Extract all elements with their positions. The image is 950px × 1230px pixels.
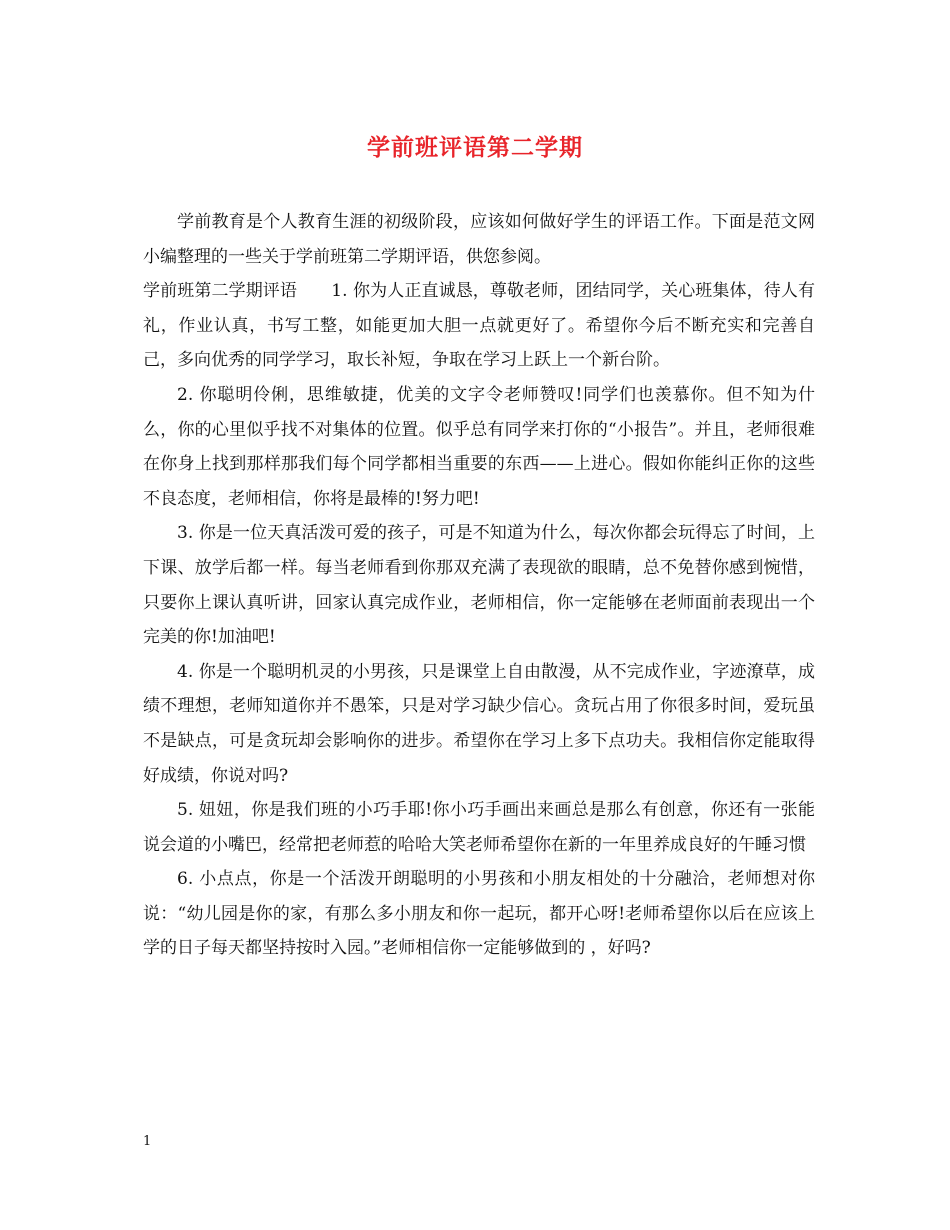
comment-item-4: 4. 你是一个聪明机灵的小男孩，只是课堂上自由散漫，从不完成作业，字迹潦草，成绩不理想，老师知道你并不愚笨，只是对学习缺少信心。贪玩占用了你很多时间，爱玩虽不是缺点，可是贪玩却会影响你的进步。希望你在学习上多下点功夫。我相信你定能取得好成绩，你说对吗? xyxy=(143,661,815,786)
document-body xyxy=(143,205,815,966)
page-number: 1 xyxy=(143,1134,152,1149)
intro-paragraph: 学前教育是个人教育生涯的初级阶段，应该如何做好学生的评语工作。下面是范文网小编整理的一些关于学前班第二学期评语，供您参阅。 xyxy=(143,212,815,267)
comment-item-5: 5. 妞妞，你是我们班的小巧手耶!你小巧手画出来画总是那么有创意，你还有一张能说会道的小嘴巴，经常把老师惹的哈哈大笑老师希望你在新的一年里养成良好的午睡习惯 xyxy=(143,800,815,855)
comment-item-1: 学前班第二学期评语 1. 你为人正直诚恳，尊敬老师，团结同学，关心班集体，待人有礼，作业认真，书写工整，如能更加大胆一点就更好了。希望你今后不断充实和完善自己，多向优秀的同学学习，取长补短，争取在学习上跃上一个新台阶。 xyxy=(143,281,815,371)
comment-item-2: 2. 你聪明伶俐，思维敏捷，优美的文字令老师赞叹!同学们也羡慕你。但不知为什么，你的心里似乎找不对集体的位置。似乎总有同学来打你的“小报告”。并且，老师很难在你身上找到那样那我们每个同学都相当重要的东西——上进心。假如你能纠正你的这些不良态度，老师相信，你将是最棒的!努力吧! xyxy=(143,384,815,509)
document-title: 学前班评语第二学期 xyxy=(367,134,583,161)
comment-item-3: 3. 你是一位天真活泼可爱的孩子，可是不知道为什么，每次你都会玩得忘了时间，上下课、放学后都一样。每当老师看到你那双充满了表现欲的眼睛，总不免替你感到惋惜，只要你上课认真听讲，回家认真完成作业，老师相信，你一定能够在老师面前表现出一个完美的你!加油吧! xyxy=(143,523,815,648)
comment-item-6: 6. 小点点，你是一个活泼开朗聪明的小男孩和小朋友相处的十分融洽，老师想对你说：“幼儿园是你的家，有那么多小朋友和你一起玩，都开心呀!老师希望你以后在应该上学的日子每天都坚持按时入园。”老师相信你一定能够做到的 ，好吗? xyxy=(143,869,815,959)
